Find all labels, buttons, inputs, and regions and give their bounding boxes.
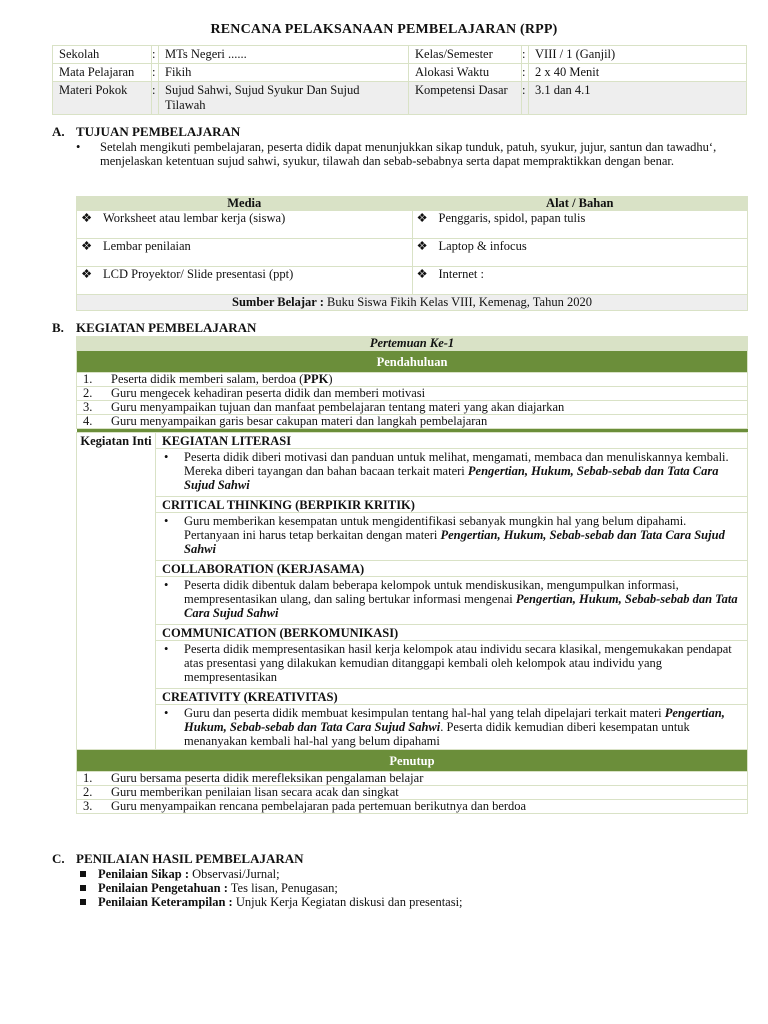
penutup-item	[77, 800, 748, 814]
penutup-header: Penutup	[77, 750, 748, 772]
kegiatan-table	[76, 336, 748, 814]
section-number: C.	[52, 851, 65, 866]
info-label: Kompetensi Dasar	[409, 82, 522, 115]
inti-body	[156, 513, 748, 561]
info-sep: :	[522, 46, 529, 64]
info-value: MTs Negeri ......	[159, 46, 409, 64]
alat-cell	[412, 211, 748, 239]
item-text: Guru menyampaikan rencana pembelajaran pada pertemuan berikutnya dan berdoa	[111, 799, 527, 813]
alat-cell	[412, 267, 748, 295]
info-value: Fikih	[159, 64, 409, 82]
item-text: Guru bersama peserta didik merefleksikan pengalaman belajar	[111, 771, 424, 785]
info-label: Kelas/Semester	[409, 46, 522, 64]
item-number: 3.	[83, 400, 93, 414]
penilaian-text: Observasi/Jurnal;	[192, 867, 280, 881]
inti-emphasis: Pengertian, Hukum, Sebab-sebab dan Tata Cara Sujud Sahwi	[184, 706, 725, 734]
info-value: Sujud Sahwi, Sujud Syukur Dan Sujud Tilawah	[159, 82, 409, 115]
tujuan-text: Setelah mengikuti pembelajaran, peserta didik dapat menunjukkan sikap tunduk, patuh, syukur, jujur, santun dan tawadhuʻ, menjelaskan ketentuan sujud sahwi, syukur, tilawah dan sebab-sebabnya serta dapat mempraktikkan dengan benar.	[100, 140, 717, 168]
penilaian-list	[80, 867, 463, 909]
item-bold: PPK	[303, 372, 329, 386]
sumber-text: Buku Siswa Fikih Kelas VIII, Kemenag, Tahun 2020	[327, 295, 592, 309]
sumber-belajar	[77, 295, 748, 311]
diamond-bullet-icon: ❖	[416, 239, 428, 253]
item-number: 1.	[83, 372, 93, 386]
inti-text: Peserta didik dibentuk dalam beberapa kelompok untuk mendiskusikan, mengumpulkan informasi, mempresentasikan ulang, dan saling bertukar informasi mengenai	[184, 578, 679, 606]
info-sep: :	[152, 64, 159, 82]
info-label: Alokasi Waktu	[409, 64, 522, 82]
pendahuluan-cell	[77, 401, 748, 415]
pendahuluan-cell	[77, 373, 748, 387]
inti-heading: KEGIATAN LITERASI	[156, 433, 748, 449]
bullet-icon: •	[76, 140, 81, 154]
pendahuluan-item	[77, 387, 748, 401]
inti-row	[77, 561, 748, 577]
inti-text: Guru memberikan kesempatan untuk mengidentifikasi sebanyak mungkin hal yang belum dipahami. Pertanyaan ini harus tetap berkaitan dengan materi	[184, 514, 687, 542]
media-cell	[77, 239, 413, 267]
pertemuan-row	[77, 337, 748, 351]
item-number: 3.	[83, 799, 93, 813]
section-number: A.	[52, 124, 65, 139]
diamond-bullet-icon: ❖	[81, 239, 93, 253]
item-text: Guru mengecek kehadiran peserta didik dan memberi motivasi	[111, 386, 426, 400]
penilaian-text: Tes lisan, Penugasan;	[230, 881, 338, 895]
square-bullet-icon	[80, 899, 86, 905]
sumber-row	[77, 295, 748, 311]
media-row	[77, 267, 748, 295]
pertemuan-label: Pertemuan Ke-1	[77, 337, 748, 351]
square-bullet-icon	[80, 871, 86, 877]
diamond-bullet-icon: ❖	[81, 267, 93, 281]
penilaian-label: Penilaian Keterampilan :	[98, 895, 233, 909]
inti-row	[77, 513, 748, 561]
section-title: KEGIATAN PEMBELAJARAN	[76, 320, 257, 335]
alat-header: Alat / Bahan	[412, 197, 748, 211]
pendahuluan-item	[77, 401, 748, 415]
info-label: Materi Pokok	[53, 82, 152, 115]
inti-emphasis: Pengertian, Hukum, Sebab-sebab dan Tata Cara Sujud Sahwi	[184, 592, 738, 620]
diamond-bullet-icon: ❖	[416, 267, 428, 281]
media-item: Lembar penilaian	[103, 239, 191, 253]
section-number: B.	[52, 320, 64, 335]
info-table	[52, 45, 747, 115]
section-b-heading	[52, 320, 256, 336]
info-label: Mata Pelajaran	[53, 64, 152, 82]
inti-heading: COMMUNICATION (BERKOMUNIKASI)	[156, 625, 748, 641]
info-value: VIII / 1 (Ganjil)	[529, 46, 747, 64]
pendahuluan-cell	[77, 387, 748, 401]
inti-row	[77, 641, 748, 689]
media-header-row	[77, 197, 748, 211]
pendahuluan-header: Pendahuluan	[77, 351, 748, 373]
alat-cell	[412, 239, 748, 267]
bullet-icon: •	[164, 578, 169, 592]
diamond-bullet-icon: ❖	[416, 211, 428, 225]
media-header: Media	[77, 197, 413, 211]
info-sep: :	[152, 46, 159, 64]
info-value: 3.1 dan 4.1	[529, 82, 747, 115]
diamond-bullet-icon: ❖	[81, 211, 93, 225]
info-sep: :	[522, 82, 529, 115]
sumber-label: Sumber Belajar :	[232, 295, 324, 309]
inti-body	[156, 641, 748, 689]
penilaian-label: Penilaian Pengetahuan :	[98, 881, 228, 895]
inti-emphasis: Pengertian, Hukum, Sebab-sebab dan Tata Cara Sujud Sahwi	[184, 464, 719, 492]
info-row	[53, 64, 747, 82]
penilaian-item	[80, 881, 463, 895]
inti-body	[156, 449, 748, 497]
item-number: 2.	[83, 386, 93, 400]
pendahuluan-item	[77, 415, 748, 429]
penilaian-text: Unjuk Kerja Kegiatan diskusi dan presentasi;	[235, 895, 463, 909]
info-row	[53, 82, 747, 115]
bullet-icon: •	[164, 642, 169, 656]
item-text: Guru memberikan penilaian lisan secara acak dan singkat	[111, 785, 399, 799]
inti-body	[156, 705, 748, 750]
media-row	[77, 239, 748, 267]
inti-row	[77, 449, 748, 497]
pendahuluan-item	[77, 373, 748, 387]
penilaian-item	[80, 867, 463, 881]
square-bullet-icon	[80, 885, 86, 891]
penutup-cell	[77, 800, 748, 814]
media-item: Worksheet atau lembar kerja (siswa)	[103, 211, 286, 225]
inti-text: Peserta didik diberi motivasi dan panduan untuk melihat, mengamati, membaca dan menuliskannya kembali. Mereka diberi tayangan dan bahan bacaan terkait materi	[184, 450, 729, 478]
pendahuluan-row	[77, 351, 748, 373]
item-number: 2.	[83, 785, 93, 799]
section-title: PENILAIAN HASIL PEMBELAJARAN	[76, 851, 304, 866]
penutup-item	[77, 786, 748, 800]
section-title: TUJUAN PEMBELAJARAN	[76, 124, 241, 139]
inti-heading: CRITICAL THINKING (BERPIKIR KRITIK)	[156, 497, 748, 513]
inti-body	[156, 577, 748, 625]
penilaian-label: Penilaian Sikap :	[98, 867, 189, 881]
bullet-icon: •	[164, 450, 169, 464]
info-row	[53, 46, 747, 64]
alat-item: Penggaris, spidol, papan tulis	[438, 211, 586, 225]
media-table	[76, 196, 748, 311]
inti-heading: COLLABORATION (KERJASAMA)	[156, 561, 748, 577]
penutup-cell	[77, 772, 748, 786]
inti-text-post: . Peserta didik kemudian diberi kesempatan untuk menanyakan kembali hal-hal yang belum dipahami	[184, 720, 690, 748]
document-title: RENCANA PELAKSANAAN PEMBELAJARAN (RPP)	[210, 22, 558, 37]
item-text: Guru menyampaikan garis besar cakupan materi dan langkah pembelajaran	[111, 414, 488, 428]
inti-row	[77, 497, 748, 513]
media-cell	[77, 267, 413, 295]
penutup-item	[77, 772, 748, 786]
item-number: 4.	[83, 414, 93, 428]
info-sep: :	[152, 82, 159, 115]
section-a-heading	[52, 124, 240, 140]
tujuan-bullet	[76, 140, 740, 168]
item-number: 1.	[83, 771, 93, 785]
info-sep: :	[522, 64, 529, 82]
penilaian-item	[80, 895, 463, 909]
bullet-icon: •	[164, 514, 169, 528]
media-item: LCD Proyektor/ Slide presentasi (ppt)	[103, 267, 294, 281]
penutup-cell	[77, 786, 748, 800]
inti-row	[77, 689, 748, 705]
inti-row	[77, 433, 748, 449]
bullet-icon: •	[164, 706, 169, 720]
pendahuluan-cell	[77, 415, 748, 429]
inti-row	[77, 577, 748, 625]
inti-row	[77, 625, 748, 641]
media-cell	[77, 211, 413, 239]
inti-emphasis: Pengertian, Hukum, Sebab-sebab dan Tata Cara Sujud Sahwi	[184, 528, 725, 556]
inti-heading: CREATIVITY (KREATIVITAS)	[156, 689, 748, 705]
info-label: Sekolah	[53, 46, 152, 64]
item-text-post: )	[328, 372, 333, 386]
inti-row	[77, 705, 748, 750]
penutup-row	[77, 750, 748, 772]
inti-text: Peserta didik mempresentasikan hasil kerja kelompok atau individu secara klasikal, mengemukakan pendapat atas presentasi yang dilakukan kemudian ditanggapi kembali oleh kelompok atau individu yang mempresentasikan	[184, 642, 732, 684]
item-text: Guru menyampaikan tujuan dan manfaat pembelajaran tentang materi yang akan diajarkan	[111, 400, 565, 414]
section-c-heading	[52, 851, 304, 867]
item-text: Peserta didik memberi salam, berdoa (	[111, 372, 304, 386]
info-value: 2 x 40 Menit	[529, 64, 747, 82]
media-row	[77, 211, 748, 239]
kegiatan-inti-label: Kegiatan Inti	[77, 433, 156, 750]
alat-item: Laptop & infocus	[438, 239, 527, 253]
alat-item: Internet :	[438, 267, 484, 281]
inti-text: Guru dan peserta didik membuat kesimpulan tentang hal-hal yang telah dipelajari terkait materi	[184, 706, 665, 720]
